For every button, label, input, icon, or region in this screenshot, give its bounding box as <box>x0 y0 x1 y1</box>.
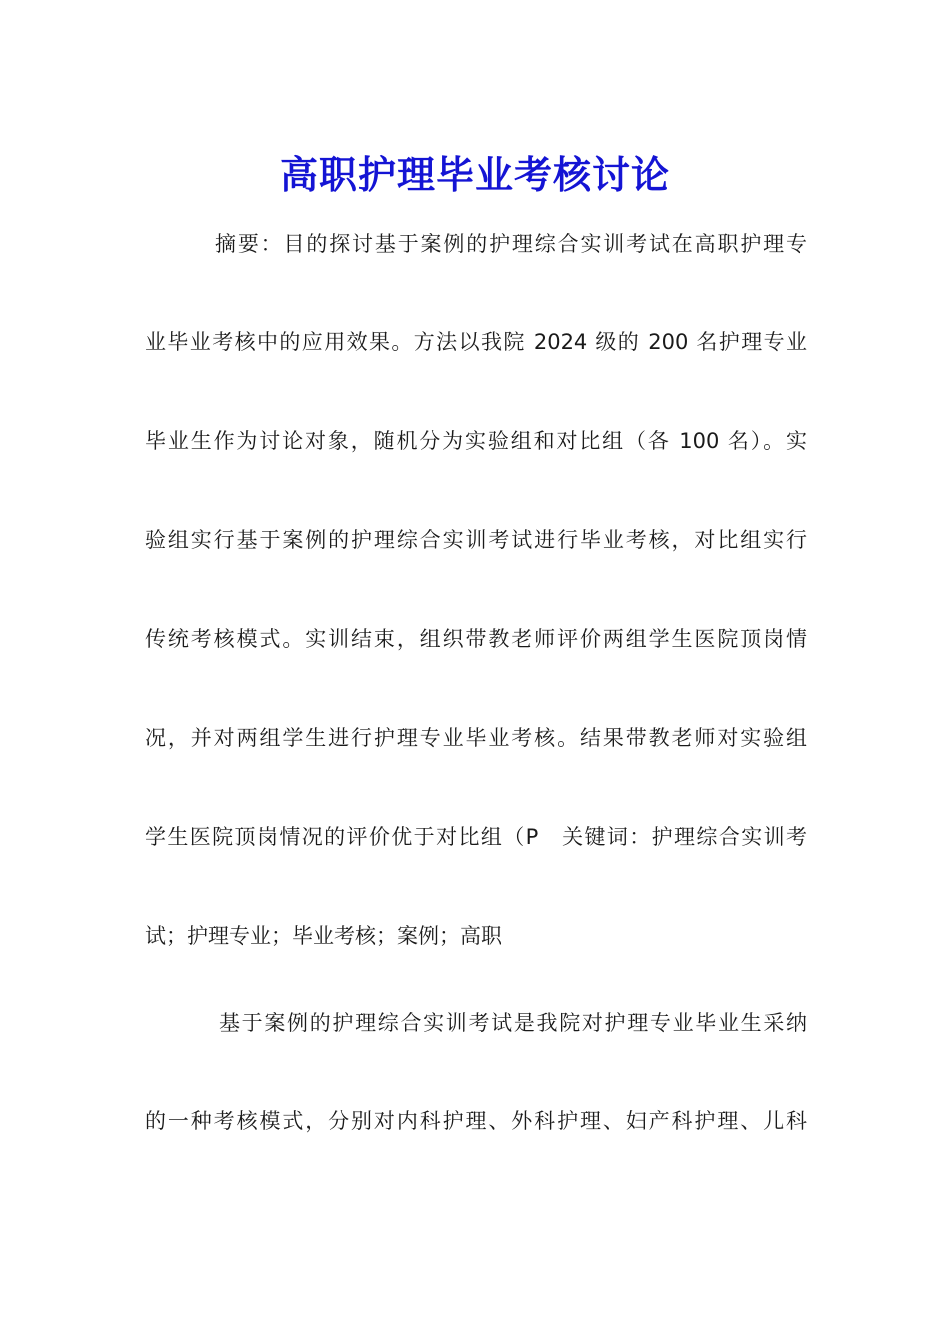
keywords-line: 试；护理专业；毕业考核；案例；高职 <box>145 924 502 948</box>
abstract-line-6: 况，并对两组学生进行护理专业毕业考核。结果带教老师对实验组 <box>145 726 807 750</box>
document-title: 高职护理毕业考核讨论 <box>279 152 670 198</box>
abstract-line-7: 学生医院顶岗情况的评价优于对比组（P 关键词：护理综合实训考 <box>145 825 807 849</box>
body-line-1: 基于案例的护理综合实训考试是我院对护理专业毕业生采纳 <box>219 1011 807 1035</box>
abstract-line-1: 摘要：目的探讨基于案例的护理综合实训考试在高职护理专 <box>215 232 807 256</box>
abstract-line-2: 业毕业考核中的应用效果。方法以我院 2024 级的 200 名护理专业 <box>145 330 807 354</box>
abstract-line-4: 验组实行基于案例的护理综合实训考试进行毕业考核，对比组实行 <box>145 528 807 552</box>
abstract-line-3: 毕业生作为讨论对象，随机分为实验组和对比组（各 100 名）。实 <box>145 429 807 453</box>
body-line-2: 的一种考核模式，分别对内科护理、外科护理、妇产科护理、儿科 <box>145 1109 807 1133</box>
abstract-line-5: 传统考核模式。实训结束，组织带教老师评价两组学生医院顶岗情 <box>145 627 807 651</box>
